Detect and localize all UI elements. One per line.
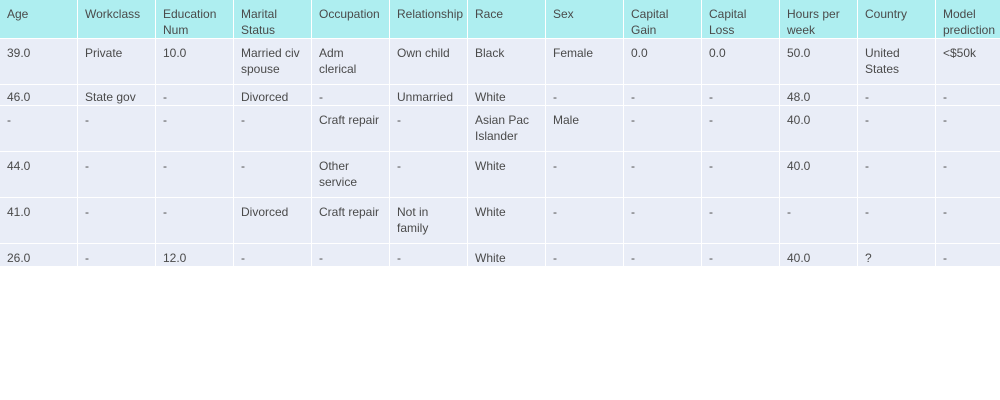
cell-hours-per-week: 40.0: [780, 106, 857, 151]
cell-workclass: -: [78, 106, 155, 151]
cell-hours-per-week: 40.0: [780, 244, 857, 266]
header-hours-per-week: Hours per week: [780, 0, 857, 38]
cell-country: -: [858, 85, 935, 105]
cell-capital-loss: -: [702, 198, 779, 243]
cell-workclass: -: [78, 244, 155, 266]
cell-occupation: Adm clerical: [312, 39, 389, 84]
header-model-prediction: Model prediction: [936, 0, 1000, 38]
header-workclass: Workclass: [78, 0, 155, 38]
cell-education-num: -: [156, 85, 233, 105]
header-race: Race: [468, 0, 545, 38]
header-relationship: Relationship: [390, 0, 467, 38]
cell-hours-per-week: 40.0: [780, 152, 857, 197]
cell-capital-loss: -: [702, 244, 779, 266]
cell-model-prediction: -: [936, 152, 1000, 197]
cell-marital-status: -: [234, 106, 311, 151]
cell-country: -: [858, 198, 935, 243]
cell-capital-gain: -: [624, 198, 701, 243]
cell-country: United States: [858, 39, 935, 84]
cell-occupation: -: [312, 85, 389, 105]
cell-sex: -: [546, 85, 623, 105]
cell-model-prediction: -: [936, 85, 1000, 105]
cell-education-num: -: [156, 198, 233, 243]
cell-occupation: Other service: [312, 152, 389, 197]
header-capital-gain: Capital Gain: [624, 0, 701, 38]
cell-relationship: -: [390, 106, 467, 151]
cell-capital-loss: -: [702, 85, 779, 105]
cell-workclass: -: [78, 152, 155, 197]
cell-relationship: Not in family: [390, 198, 467, 243]
cell-capital-gain: -: [624, 244, 701, 266]
table-row: [0, 106, 1000, 151]
cell-occupation: Craft repair: [312, 106, 389, 151]
table-row: [0, 198, 1000, 243]
cell-marital-status: -: [234, 152, 311, 197]
cell-marital-status: Divorced: [234, 198, 311, 243]
cell-capital-gain: -: [624, 152, 701, 197]
cell-education-num: 12.0: [156, 244, 233, 266]
cell-race: White: [468, 244, 545, 266]
table-row: [0, 244, 1000, 266]
cell-race: Asian Pac Islander: [468, 106, 545, 151]
table-row: [0, 39, 1000, 84]
cell-race: White: [468, 198, 545, 243]
header-country: Country: [858, 0, 935, 38]
cell-relationship: -: [390, 152, 467, 197]
cell-model-prediction: -: [936, 244, 1000, 266]
cell-workclass: Private: [78, 39, 155, 84]
table-row: [0, 85, 1000, 105]
header-education-num: Education Num: [156, 0, 233, 38]
cell-workclass: State gov: [78, 85, 155, 105]
header-occupation: Occupation: [312, 0, 389, 38]
cell-country: ?: [858, 244, 935, 266]
header-capital-loss: Capital Loss: [702, 0, 779, 38]
cell-education-num: -: [156, 106, 233, 151]
cell-marital-status: -: [234, 244, 311, 266]
cell-race: Black: [468, 39, 545, 84]
cell-occupation: Craft repair: [312, 198, 389, 243]
cell-capital-gain: -: [624, 106, 701, 151]
cell-sex: -: [546, 198, 623, 243]
cell-hours-per-week: 48.0: [780, 85, 857, 105]
cell-sex: Female: [546, 39, 623, 84]
cell-age: -: [0, 106, 77, 151]
cell-age: 46.0: [0, 85, 77, 105]
cell-race: White: [468, 85, 545, 105]
cell-sex: -: [546, 152, 623, 197]
cell-age: 41.0: [0, 198, 77, 243]
cell-country: -: [858, 152, 935, 197]
header-age: Age: [0, 0, 77, 38]
cell-age: 26.0: [0, 244, 77, 266]
cell-capital-gain: 0.0: [624, 39, 701, 84]
cell-marital-status: Married civ spouse: [234, 39, 311, 84]
cell-capital-loss: 0.0: [702, 39, 779, 84]
cell-relationship: Own child: [390, 39, 467, 84]
cell-model-prediction: -: [936, 198, 1000, 243]
cell-race: White: [468, 152, 545, 197]
cell-occupation: -: [312, 244, 389, 266]
cell-hours-per-week: -: [780, 198, 857, 243]
cell-education-num: -: [156, 152, 233, 197]
cell-capital-loss: -: [702, 106, 779, 151]
header-marital-status: Marital Status: [234, 0, 311, 38]
cell-workclass: -: [78, 198, 155, 243]
cell-country: -: [858, 106, 935, 151]
cell-age: 44.0: [0, 152, 77, 197]
cell-sex: Male: [546, 106, 623, 151]
header-sex: Sex: [546, 0, 623, 38]
cell-capital-loss: -: [702, 152, 779, 197]
cell-model-prediction: -: [936, 106, 1000, 151]
cell-relationship: -: [390, 244, 467, 266]
cell-sex: -: [546, 244, 623, 266]
cell-capital-gain: -: [624, 85, 701, 105]
cell-hours-per-week: 50.0: [780, 39, 857, 84]
cell-education-num: 10.0: [156, 39, 233, 84]
cell-age: 39.0: [0, 39, 77, 84]
header-row: [0, 0, 1000, 38]
cell-relationship: Unmarried: [390, 85, 467, 105]
cell-marital-status: Divorced: [234, 85, 311, 105]
table-row: [0, 152, 1000, 197]
cell-model-prediction: <$50k: [936, 39, 1000, 84]
